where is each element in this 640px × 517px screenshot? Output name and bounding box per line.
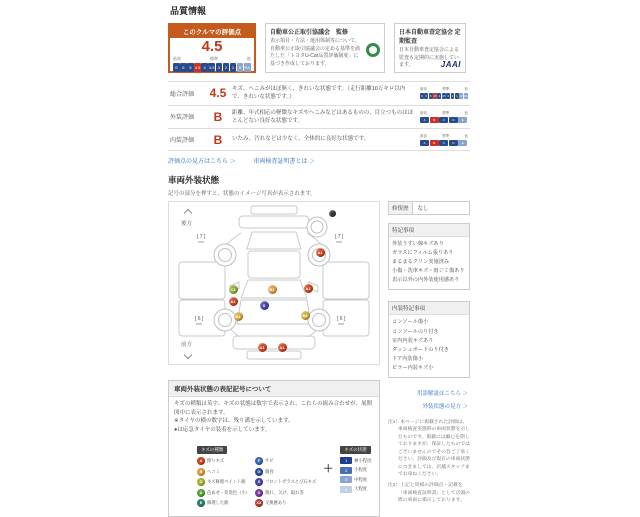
damage-state-label: 中程度 — [354, 476, 368, 482]
tire-rear-left — [214, 244, 236, 266]
fair-trade-body: 表示項目・方法・運用体制等について、自動車公正取引協議会の定める基準を満たした「トヨタU-Car品質評価制度」に基づき作成しております。 — [270, 38, 361, 67]
scale-box-R: R — [238, 64, 242, 70]
rating-label: 内装評価 — [170, 138, 195, 144]
scale-range-label: 最高 — [173, 55, 181, 61]
damage-state-icon-3: 3 — [340, 476, 352, 483]
rear-bumper-top — [251, 206, 297, 214]
legend-symbols — [169, 436, 379, 516]
damage-kind-icon-D: D — [197, 489, 205, 497]
scale-box-E: E — [458, 117, 467, 123]
scale-box-A: A — [420, 117, 429, 123]
scale-box-RA: RA — [463, 94, 468, 99]
legend-title: 車両外装状態の表記記号について — [169, 381, 379, 397]
rating-score: B — [213, 109, 223, 124]
green-certification-icon — [366, 43, 380, 57]
rating-row — [168, 82, 470, 106]
quality-info-page — [168, 4, 470, 517]
special-notes-title: 特記事項 — [389, 224, 469, 237]
damage-marker-S[interactable]: S — [260, 301, 269, 310]
scale-range-labels — [173, 56, 251, 62]
legend-kind-item — [255, 457, 316, 466]
tire-front-right — [308, 309, 330, 331]
rear-window — [247, 232, 301, 249]
damage-state-label: 極小程度 — [354, 457, 372, 463]
link-glossary[interactable]: 用語解説はこちら ＞ — [416, 391, 468, 398]
rating-description: キズ、へこみがほぼ無く、きれいな状態です。（走行距離10万キロ以内で、きれいな状態です。） — [232, 86, 406, 101]
disclaimer-note: 注1）本ページに掲載された評価は、車両検査実施時の車両状態を示したものです。掲載には細心を期しておりますが、保証したものではございませんのでその旨ご了承ください。評価及び現在の車両状態につきましては、店舗スタッフまでお尋ねください。 — [388, 420, 470, 477]
scale-box-6: 6 — [425, 94, 428, 99]
score-value: 4.5 — [201, 38, 223, 55]
rear-direction-label: 後方 — [181, 221, 193, 227]
scale-boxes — [173, 63, 251, 72]
rating-row — [168, 129, 470, 151]
scale-range-label: 標準 — [442, 133, 450, 138]
ratings-links-row — [168, 156, 470, 165]
note-item: ドア内装傷小 — [392, 355, 423, 362]
scale-box-S: S — [174, 64, 178, 70]
damage-state-label: 小程度 — [354, 467, 368, 473]
exterior-section-title: 車両外装状態 — [168, 175, 220, 185]
legend-kind-item — [255, 489, 316, 498]
jaai-logo: JAAI — [440, 60, 461, 69]
scale-box-4: 4 — [201, 63, 208, 72]
damage-marker-A1[interactable]: A1 — [230, 298, 236, 304]
repair-history-value: なし — [417, 206, 429, 212]
note-item: 室内内装キズあり — [392, 337, 434, 344]
note-item: コンソール傷小 — [392, 319, 429, 326]
interior-notes-title: 内装特記事項 — [389, 302, 469, 315]
spare-tire-marker[interactable] — [329, 210, 336, 217]
car-score-box — [168, 23, 256, 73]
scale-range-label: 低 — [247, 55, 251, 61]
scale-range-label: 低 — [464, 133, 468, 138]
scale-box-E: E — [458, 140, 467, 146]
legend-kind-item — [255, 468, 316, 477]
damage-state-icon-4: 4 — [340, 486, 352, 493]
disclaimer-note: 注2）上記と同様の評価点・記載を「車両検査証明書」として店頭の際の車両に掲示しております。 — [388, 483, 470, 504]
scale-box-B: B — [430, 140, 439, 146]
damage-state-icon-2: 2 — [340, 467, 352, 474]
tread-depth-front-right: [ 6 ] mm — [337, 316, 346, 326]
legend-kind-item — [255, 499, 316, 508]
damage-kind-icon-A: A — [197, 457, 205, 465]
ratings-table — [168, 81, 470, 151]
rating-label: 外装評価 — [170, 115, 195, 122]
note-item: 表示以外の内外装使用感あり — [392, 277, 460, 284]
damage-state-group — [340, 438, 371, 495]
scale-box-C: C — [439, 117, 448, 123]
legend-description-line: ●は応急タイヤの装着を示しています。 — [174, 426, 271, 433]
legend-kind-item — [197, 457, 250, 466]
damage-kind-label: ヘコミ — [207, 468, 220, 474]
damage-kind-icon-XX: XX — [256, 501, 262, 506]
legend-kind-item — [197, 468, 250, 477]
score-scale — [173, 56, 251, 72]
legend-kind-item — [197, 478, 250, 487]
rating-scale — [420, 111, 470, 123]
scale-box-2: 2 — [223, 63, 230, 72]
jaai-body: 日本自動車査定協会による監査も定期的に実施しています。 — [399, 47, 460, 68]
legend-description — [169, 397, 379, 436]
link-exterior-guide[interactable]: 外装状態の見方 ＞ — [422, 404, 468, 411]
right-rear-door-panel — [323, 262, 369, 299]
scale-range-label: 低 — [464, 110, 468, 115]
legend-state-item — [340, 486, 371, 493]
front-bumper-lower — [247, 351, 301, 359]
scale-box-D: D — [449, 140, 458, 146]
scale-box-2: 2 — [451, 94, 454, 99]
damage-state-label: 大程度 — [354, 486, 368, 492]
damage-kind-label: 擦りキズ — [207, 458, 225, 464]
scale-range-label: 最高 — [420, 133, 427, 138]
damage-state-badge: キズの状態 — [340, 446, 370, 454]
note-item: まるまるクリン実施済み — [392, 259, 450, 266]
scale-box-1: 1 — [456, 94, 458, 99]
damage-kind-label: 腐食 — [264, 468, 274, 474]
damage-kind-label: 割れ、欠け、取れ等 — [264, 489, 304, 495]
note-item: 外装うすい線キズあり — [392, 241, 444, 247]
rating-scale — [420, 134, 470, 146]
scale-range-label: 標準 — [210, 55, 218, 61]
scale-box-C: C — [439, 140, 448, 146]
scale-boxes — [420, 93, 468, 99]
interior-notes-box — [388, 301, 470, 378]
damage-kind-icon-E: E — [197, 499, 205, 507]
legend-description-line: ※タイヤの横の数字は、残り溝を示しています。 — [174, 418, 294, 425]
legend-state-item — [340, 457, 371, 464]
scale-box-R: R — [460, 94, 463, 99]
damage-kind-label: 修理した跡 — [207, 500, 229, 506]
scale-box-4: 4 — [438, 94, 441, 99]
scale-box-3: 3 — [216, 63, 223, 72]
roof — [248, 251, 300, 278]
exterior-section-subtitle: 記号の部分を押すと、状態のイメージ写真が表示されます。 — [168, 191, 316, 197]
header-boxes-row — [168, 23, 470, 73]
damage-kind-label: サビ — [264, 458, 274, 464]
damage-kind-icon-C: C — [197, 478, 205, 486]
scale-box-5: 5 — [429, 94, 432, 99]
spare-tire — [307, 217, 327, 237]
car-exterior-diagram — [168, 201, 380, 365]
scale-boxes — [420, 140, 468, 146]
scale-range-labels — [420, 87, 468, 92]
scale-box-1: 1 — [230, 63, 237, 72]
jaai-title: 日本自動車査定協会 定期監査 — [399, 30, 461, 45]
scale-box-4.5: 4.5 — [433, 94, 437, 99]
damage-kind-icon-S: S — [255, 478, 263, 486]
damage-kind-label: 色あせ・変退色（小） — [207, 489, 250, 495]
damage-marker-B1[interactable]: B1 — [269, 286, 275, 292]
damage-kind-icon-G: G — [255, 468, 263, 476]
damage-marker-A1[interactable]: A1 — [305, 285, 311, 291]
link-rating-guide[interactable]: 評価点の見方はこちら ＞ — [168, 159, 236, 165]
legend-kind-item — [197, 489, 250, 498]
fair-trade-title: 自動車公正取引協議会 監修 — [270, 30, 349, 36]
tread-depth-rear-left: [ 7 ] mm — [197, 234, 206, 244]
tread-depth-front-left: [ 6 ] mm — [195, 316, 204, 326]
damage-marker-A1[interactable]: A1 — [279, 344, 285, 350]
scale-box-3: 3 — [447, 94, 449, 99]
damage-marker-A1[interactable]: A1 — [259, 344, 265, 350]
note-item: コンソールのり付き — [392, 328, 439, 335]
legend-kind-item — [197, 499, 250, 508]
scale-box-D: D — [449, 117, 458, 123]
scale-boxes — [420, 117, 468, 123]
front-bumper — [233, 336, 315, 349]
damage-kind-label: キズ修理ペイント跡 — [207, 479, 246, 485]
damage-kind-group — [197, 438, 316, 508]
damage-kind-icon-X: X — [255, 489, 263, 497]
damage-marker-C1[interactable]: C1 — [230, 286, 236, 292]
damage-kind-icon-F: F — [255, 457, 263, 465]
legend-box — [168, 380, 380, 517]
scale-box-S: S — [420, 94, 423, 99]
score-box-header: このクルマの評価点 — [170, 25, 254, 38]
note-item: ピラー内装キズ小 — [392, 364, 434, 371]
car-outline-diagram — [169, 202, 379, 364]
tire-front-left — [214, 309, 236, 331]
scale-range-label: 標準 — [442, 110, 450, 115]
scale-box-3.5: 3.5 — [441, 94, 446, 99]
plus-sign: ＋ — [323, 464, 334, 476]
disclaimer-notes — [388, 419, 470, 505]
repair-history-box — [388, 201, 470, 215]
tread-depth-rear-right: [ 7 ] mm — [335, 234, 344, 244]
damage-kind-badge: キズの種類 — [197, 446, 227, 454]
scale-box-B: B — [430, 117, 439, 123]
rating-description: 距離、年式相応の軽微なキズやへこみなどはあるものの、目立つものはほとんどない良好な状態です。 — [232, 109, 414, 124]
scale-box-6: 6 — [180, 63, 187, 72]
scale-range-label: 低 — [464, 87, 468, 92]
scale-box-4.5: 4.5 — [194, 64, 201, 70]
damage-kind-label: フロントガラスとび石キズ — [264, 479, 317, 485]
note-item: ダッシュボードのり付き — [392, 346, 449, 353]
damage-state-icon-1: 1 — [340, 457, 352, 464]
scale-range-labels — [420, 134, 468, 139]
damage-kind-label: 交換歴あり — [264, 500, 287, 506]
scale-range-label: 最高 — [420, 87, 427, 92]
legend-state-item — [340, 467, 371, 474]
special-notes-box — [388, 223, 470, 290]
left-rear-door-panel — [179, 262, 225, 299]
exterior-diagram-column — [168, 201, 380, 517]
note-item: ガラスにフィルム張りあり — [392, 250, 454, 257]
fair-trade-council-box — [265, 23, 385, 73]
rear-bumper — [239, 216, 309, 228]
rating-description: いたみ、汚れなどは少なく、全体的に良好な状態です。 — [232, 136, 370, 143]
legend-kind-item — [255, 478, 316, 487]
page-title: 品質情報 — [170, 6, 207, 16]
damage-marker-B1[interactable]: B1 — [235, 313, 241, 319]
hood — [237, 300, 311, 324]
damage-marker-B1[interactable]: B1 — [302, 312, 308, 318]
front-direction-label: 前方 — [181, 342, 193, 348]
scale-box-RA: RA — [244, 64, 251, 70]
scale-box-3.5: 3.5 — [208, 64, 215, 70]
repair-history-label: 修復歴 — [389, 202, 413, 214]
rating-scale — [420, 87, 470, 99]
scale-range-label: 標準 — [442, 87, 450, 92]
damage-kind-icon-B: B — [197, 468, 205, 476]
scale-box-5: 5 — [187, 63, 194, 72]
legend-description-line: キズの種類は英字、キズの状態は数字で表示され、これらの組み合わせが、展開図中に表示されます。 — [174, 401, 373, 416]
rating-row — [168, 106, 470, 130]
scale-range-labels — [420, 111, 468, 116]
link-inspection-certificate[interactable]: 車両検査証明書とは ＞ — [253, 159, 316, 165]
note-item: 小傷・洗車キズ・雨ジミ傷あり — [392, 268, 465, 275]
damage-marker-A1[interactable]: A1 — [317, 249, 323, 255]
scale-box-A: A — [420, 140, 429, 146]
rating-score: B — [213, 132, 223, 147]
condition-summary-column — [388, 201, 470, 509]
rating-score: 4.5 — [209, 86, 227, 101]
jaai-audit-box — [394, 23, 466, 73]
scale-range-label: 最高 — [420, 110, 427, 115]
rating-label: 総合評価 — [170, 91, 195, 98]
